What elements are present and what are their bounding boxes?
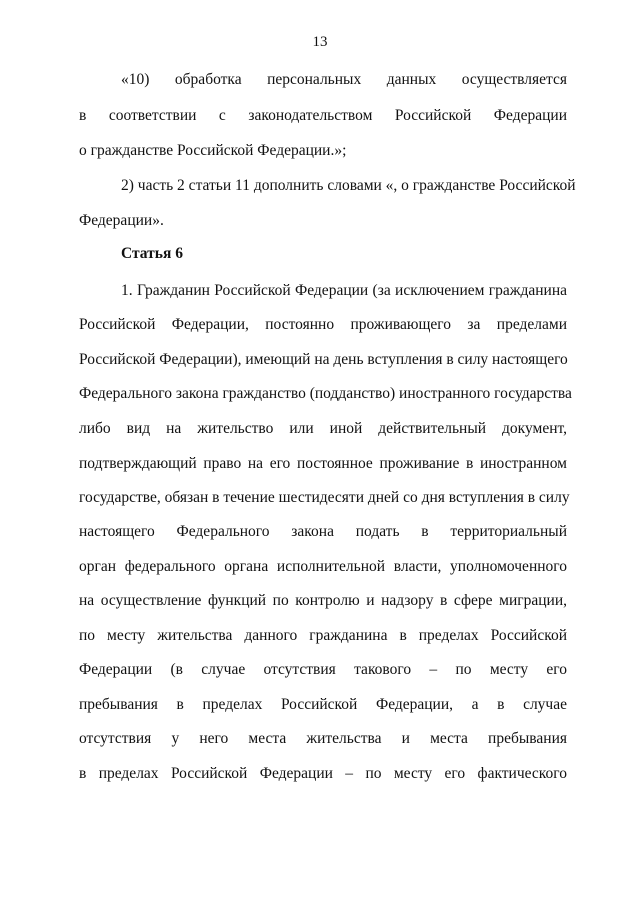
text-line: подтверждающий право на его постоянное проживание в иностранном: [79, 455, 567, 472]
text-line: 2) часть 2 статьи 11 дополнить словами «, о гражданстве Российской: [121, 177, 576, 194]
text-line: Федерации».: [79, 212, 164, 229]
text-line: орган федерального органа исполнительной власти, уполномоченного: [79, 558, 567, 575]
text-line: Российской Федерации), имеющий на день вступления в силу настоящего: [79, 351, 568, 368]
article-heading: Статья 6: [121, 245, 183, 262]
text-line: отсутствия у него места жительства и места пребывания: [79, 730, 567, 747]
text-line: пребывания в пределах Российской Федерации, а в случае: [79, 696, 567, 713]
text-line: в пределах Российской Федерации – по месту его фактического: [79, 765, 567, 782]
text-line: Федерального закона гражданство (подданство) иностранного государства: [79, 385, 572, 402]
text-line: по месту жительства данного гражданина в пределах Российской: [79, 627, 567, 644]
text-line: «10) обработка персональных данных осуществляется: [121, 71, 567, 88]
text-line: Федерации (в случае отсутствия такового – по месту его: [79, 661, 567, 678]
text-line: о гражданстве Российской Федерации.»;: [79, 142, 347, 159]
text-line: государстве, обязан в течение шестидесяти дней со дня вступления в силу: [79, 489, 570, 506]
text-line: в соответствии с законодательством Российской Федерации: [79, 107, 567, 124]
text-line: 1. Гражданин Российской Федерации (за исключением гражданина: [121, 282, 567, 299]
text-line: Российской Федерации, постоянно проживающего за пределами: [79, 316, 567, 333]
page-number: 13: [312, 34, 328, 50]
text-line: либо вид на жительство или иной действительный документ,: [79, 420, 567, 437]
text-line: настоящего Федерального закона подать в территориальный: [79, 523, 567, 540]
text-line: на осуществление функций по контролю и надзору в сфере миграции,: [79, 592, 567, 609]
